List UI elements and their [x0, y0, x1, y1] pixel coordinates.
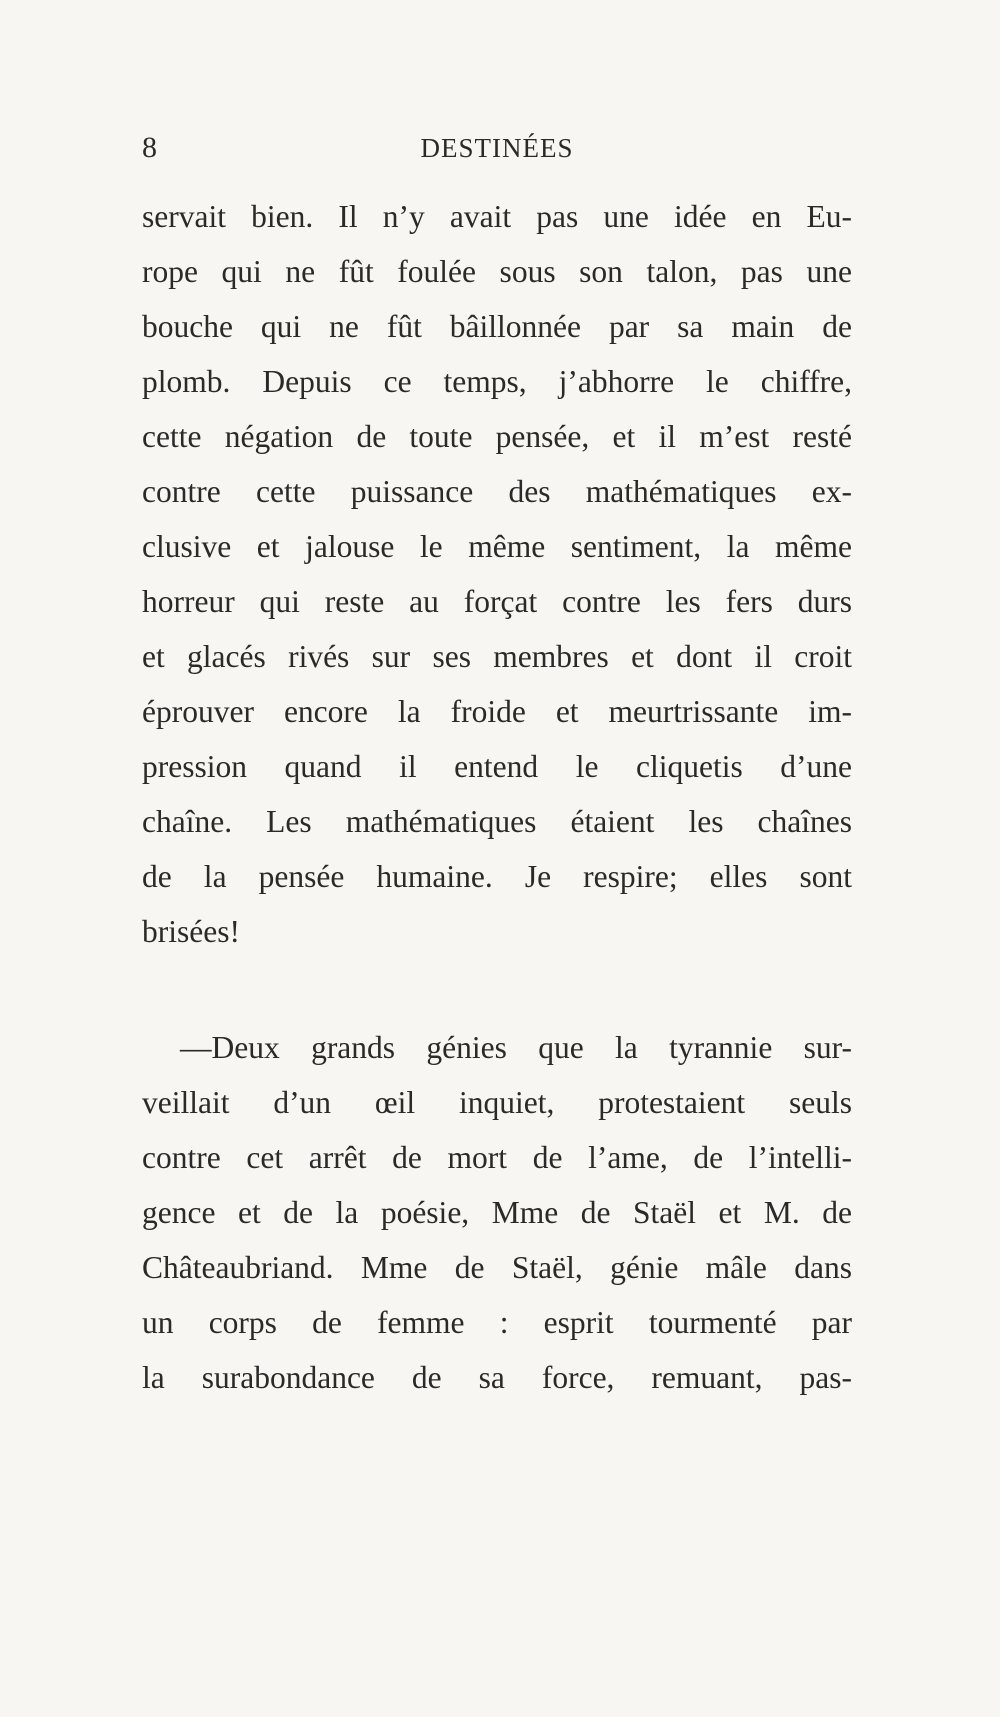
text-line: bouche qui ne fût bâillonnée par sa main de [142, 309, 852, 344]
text-line: et glacés rivés sur ses membres et dont il croit [142, 639, 852, 674]
text-line: contre cet arrêt de mort de l’ame, de l’intelli- [142, 1140, 852, 1175]
running-head [142, 128, 852, 168]
text-line: la surabondance de sa force, remuant, pas- [142, 1360, 852, 1395]
text-line: gence et de la poésie, Mme de Staël et M. de [142, 1195, 852, 1230]
page-number: 8 [142, 131, 157, 164]
text-line: servait bien. Il n’y avait pas une idée en Eu- [142, 199, 852, 234]
paragraph-2 [142, 1020, 852, 1405]
text-line: un corps de femme : esprit tourmenté par [142, 1305, 852, 1340]
text-line: pression quand il entend le cliquetis d’une [142, 749, 852, 784]
text-line: chaîne. Les mathématiques étaient les chaînes [142, 804, 852, 839]
text-line: brisées! [142, 914, 240, 949]
running-title: DESTINÉES [420, 133, 574, 163]
text-line: veillait d’un œil inquiet, protestaient seuls [142, 1085, 852, 1120]
text-line: rope qui ne fût foulée sous son talon, pas une [142, 254, 852, 289]
text-line: plomb. Depuis ce temps, j’abhorre le chiffre, [142, 364, 852, 399]
text-line: de la pensée humaine. Je respire; elles sont [142, 859, 852, 894]
text-line: —Deux grands génies que la tyrannie sur- [180, 1030, 852, 1065]
text-line: Châteaubriand. Mme de Staël, génie mâle dans [142, 1250, 852, 1285]
text-line: contre cette puissance des mathématiques ex- [142, 474, 852, 509]
text-line: cette négation de toute pensée, et il m’est resté [142, 419, 852, 454]
paragraph-1 [142, 189, 852, 959]
text-line: horreur qui reste au forçat contre les fers durs [142, 584, 852, 619]
text-line: éprouver encore la froide et meurtrissante im- [142, 694, 852, 729]
text-line: clusive et jalouse le même sentiment, la même [142, 529, 852, 564]
